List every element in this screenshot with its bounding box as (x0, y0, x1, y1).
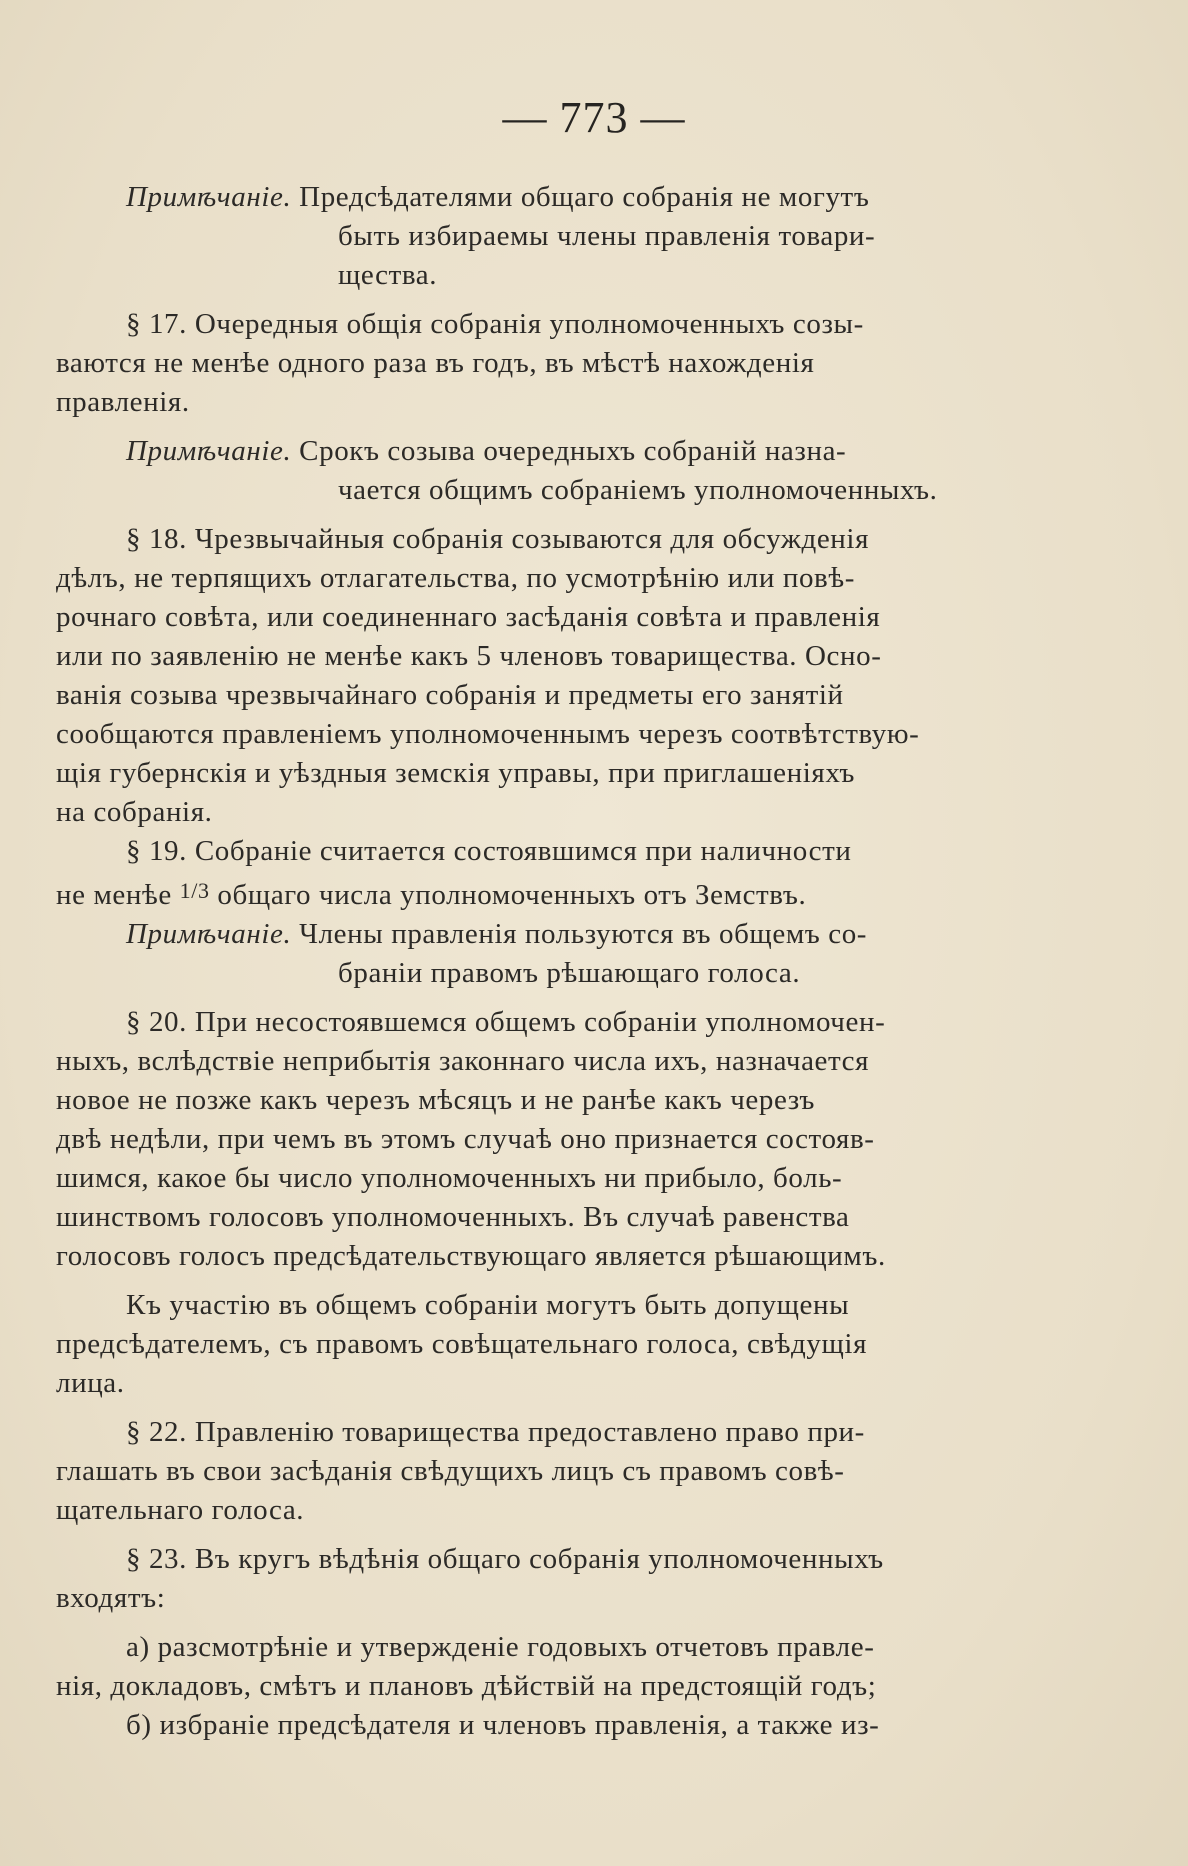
paragraph-21-line-3: лица. (56, 1367, 125, 1399)
document-body (56, 178, 1000, 1745)
note-3 (126, 915, 1000, 993)
paragraph-17 (56, 305, 1000, 422)
paragraph-17-line-2: ваются не менѣе одного раза въ годъ, въ мѣстѣ нахожденія (56, 347, 815, 379)
note-2 (126, 432, 1000, 510)
note-1-label: Примѣчаніе. (126, 181, 292, 213)
paragraph-20-line-2: ныхъ, вслѣдствіе неприбытія законнаго числа ихъ, назначается (56, 1045, 870, 1077)
paragraph-20 (56, 1003, 1000, 1276)
note-3-text-1: Члены правленія пользуются въ общемъ со- (299, 918, 868, 950)
paragraph-20-line-6: шинствомъ голосовъ уполномоченныхъ. Въ случаѣ равенства (56, 1201, 850, 1233)
paragraph-19-line-2 (56, 871, 1000, 915)
paragraph-18-line-1: § 18. Чрезвычайныя собранія созываются для обсужденія (126, 523, 870, 555)
paragraph-22-line-1: § 22. Правленію товарищества предоставлено право при- (126, 1416, 865, 1448)
note-2-label: Примѣчаніе. (126, 435, 292, 467)
paragraph-20-line-4: двѣ недѣли, при чемъ въ этомъ случаѣ оно признается состояв- (56, 1123, 875, 1155)
note-3-label: Примѣчаніе. (126, 918, 292, 950)
paragraph-20-line-7: голосовъ голосъ предсѣдательствующаго является рѣшающимъ. (56, 1240, 886, 1272)
list-item-b-line-1: б) избраніе предсѣдателя и членовъ правленія, а также из- (126, 1709, 880, 1741)
paragraph-17-line-3: правленія. (56, 386, 190, 418)
paragraph-18-line-6: сообщаются правленіемъ уполномоченнымъ черезъ соотвѣтствую- (56, 718, 920, 750)
paragraph-22-line-2: глашать въ свои засѣданія свѣдущихъ лицъ съ правомъ совѣ- (56, 1455, 845, 1487)
list-item-a (56, 1628, 1000, 1706)
list-item-a-line-2: нія, докладовъ, смѣтъ и плановъ дѣйствій на предстоящій годъ; (56, 1670, 877, 1702)
paragraph-21-line-1: Къ участію въ общемъ собраніи могутъ быть допущены (126, 1289, 850, 1321)
paragraph-18-line-4: или по заявленію не менѣе какъ 5 членовъ товарищества. Осно- (56, 640, 882, 672)
paragraph-20-line-5: шимся, какое бы число уполномоченныхъ ни прибыло, боль- (56, 1162, 843, 1194)
note-3-line-2: браніи правомъ рѣшающаго голоса. (338, 957, 801, 989)
paragraph-23 (56, 1540, 1000, 1618)
note-1-line-3: щества. (338, 259, 438, 291)
note-1-line-2: быть избираемы члены правленія товари- (338, 220, 876, 252)
paragraph-18-line-8: на собранія. (56, 796, 213, 828)
paragraph-23-line-2: входятъ: (56, 1582, 166, 1614)
paragraph-18 (56, 520, 1000, 832)
paragraph-18-line-2: дѣлъ, не терпящихъ отлагательства, по усмотрѣнію или повѣ- (56, 562, 855, 594)
paragraph-21 (56, 1286, 1000, 1403)
note-3-line-1 (126, 915, 1000, 954)
paragraph-19 (56, 832, 1000, 915)
note-2-line-2: чается общимъ собраніемъ уполномоченныхъ. (338, 474, 938, 506)
paragraph-18-line-5: ванія созыва чрезвычайнаго собранія и предметы его занятій (56, 679, 844, 711)
paragraph-19-line-1: § 19. Собраніе считается состоявшимся при наличности (126, 835, 852, 867)
note-1-text-1: Предсѣдателями общаго собранія не могутъ (299, 181, 870, 213)
note-2-text-1: Срокъ созыва очередныхъ собраній назна- (299, 435, 847, 467)
paragraph-22-line-3: щательнаго голоса. (56, 1494, 305, 1526)
note-1-line-1 (126, 178, 1000, 217)
note-2-line-1 (126, 432, 1000, 471)
list-item-a-line-1: а) разсмотрѣніе и утвержденіе годовыхъ отчетовъ правле- (126, 1631, 875, 1663)
fraction-one-third: 1/3 (179, 878, 210, 903)
paragraph-20-line-1: § 20. При несостоявшемся общемъ собраніи уполномочен- (126, 1006, 886, 1038)
paragraph-18-line-7: щія губернскія и уѣздныя земскія управы, при приглашеніяхъ (56, 757, 855, 789)
paragraph-19-text-a: не менѣе (56, 879, 180, 911)
paragraph-22 (56, 1413, 1000, 1530)
note-1 (126, 178, 1000, 295)
list-item-b (56, 1706, 1000, 1745)
paragraph-18-line-3: рочнаго совѣта, или соединеннаго засѣданія совѣта и правленія (56, 601, 881, 633)
paragraph-21-line-2: предсѣдателемъ, съ правомъ совѣщательнаго голоса, свѣдущія (56, 1328, 868, 1360)
paragraph-19-text-b: общаго числа уполномоченныхъ отъ Земствъ. (209, 879, 807, 911)
paragraph-23-line-1: § 23. Въ кругъ вѣдѣнія общаго собранія уполномоченныхъ (126, 1543, 884, 1575)
paragraph-20-line-3: новое не позже какъ черезъ мѣсяцъ и не ранѣе какъ черезъ (56, 1084, 815, 1116)
page-number: — 773 — (502, 93, 686, 142)
paragraph-17-line-1: § 17. Очередныя общія собранія уполномоченныхъ созы- (126, 308, 864, 340)
